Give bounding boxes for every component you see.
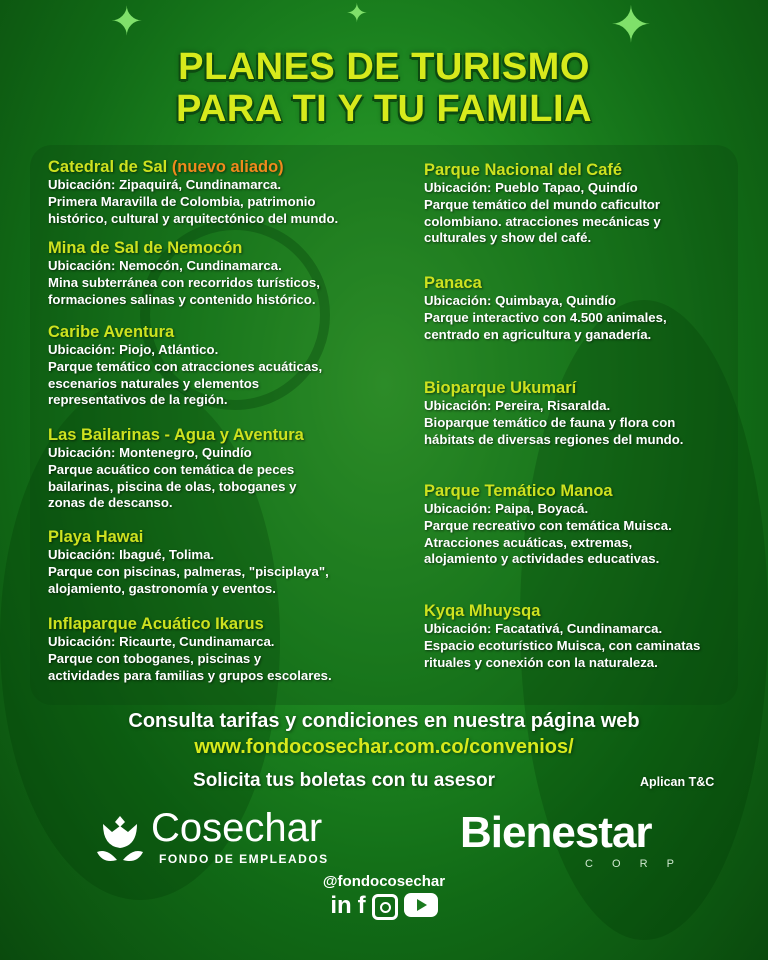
sparkle-icon: ✦ — [346, 0, 368, 28]
bienestar-subtitle: C O R P — [585, 858, 682, 870]
plan-location: Ubicación: Quimbaya, Quindío — [424, 293, 616, 308]
plan-title — [424, 161, 661, 180]
plan-description: rituales y conexión con la naturaleza. — [424, 654, 658, 670]
plan-description: Parque recreativo con temática Muisca. — [424, 517, 672, 533]
plan-title — [424, 602, 700, 621]
plan-description: centrado en agricultura y ganadería. — [424, 326, 652, 342]
plan-entry — [424, 274, 667, 343]
plan-title — [424, 482, 672, 501]
cosechar-name: Cosechar — [151, 806, 323, 850]
plan-entry — [424, 602, 700, 671]
instagram-icon[interactable] — [372, 894, 398, 920]
consulta-text: Consulta tarifas y condiciones en nuestra página web — [128, 710, 640, 732]
plan-title-text: Parque Nacional del Café — [424, 161, 623, 179]
plan-title-text: Catedral de Sal — [48, 158, 168, 176]
plan-description: Mina subterránea con recorridos turísticos, — [48, 274, 320, 290]
plan-location: Ubicación: Nemocón, Cundinamarca. — [48, 258, 282, 273]
plan-description: Parque temático del mundo caficultor — [424, 196, 660, 212]
plan-description: formaciones salinas y contenido histórico. — [48, 291, 316, 307]
plan-description: Primera Maravilla de Colombia, patrimonio — [48, 193, 316, 209]
plan-description: Parque con piscinas, palmeras, "pisciplaya", — [48, 563, 329, 579]
page-title-line2: PARA TI Y TU FAMILIA — [175, 88, 593, 130]
plan-title-text: Inflaparque Acuático Ikarus — [48, 615, 264, 633]
plan-title — [48, 239, 320, 258]
plan-title-text: Parque Temático Manoa — [424, 482, 613, 500]
plan-entry — [48, 528, 329, 597]
plan-entry — [48, 323, 322, 409]
plan-title-text: Kyqa Mhuysqa — [424, 602, 541, 620]
plan-location: Ubicación: Montenegro, Quindío — [48, 445, 252, 460]
plan-description: Parque con toboganes, piscinas y — [48, 650, 262, 666]
plan-title — [424, 274, 667, 293]
plan-entry — [424, 161, 661, 247]
social-handle[interactable]: @fondocosechar — [322, 873, 446, 890]
linkedin-icon[interactable]: in — [330, 892, 352, 919]
plan-location: Ubicación: Zipaquirá, Cundinamarca. — [48, 177, 282, 192]
plan-description: Parque temático con atracciones acuáticas, — [48, 358, 323, 374]
plan-title — [48, 158, 338, 177]
plan-description: histórico, cultural y arquitectónico del mundo. — [48, 210, 339, 226]
terms-note: Aplican T&C — [640, 775, 715, 789]
plan-description: colombiano. atracciones mecánicas y — [424, 213, 661, 229]
website-link[interactable]: www.fondocosechar.com.co/convenios/ — [194, 736, 574, 758]
facebook-icon[interactable]: f — [357, 892, 366, 919]
plan-description: culturales y show del café. — [424, 230, 592, 246]
plan-description: alojamiento y actividades educativas. — [424, 551, 660, 567]
plan-description: Parque acuático con temática de peces — [48, 461, 295, 477]
new-partner-tag: (nuevo aliado) — [171, 158, 284, 176]
sparkle-icon: ✦ — [610, 0, 652, 53]
youtube-icon[interactable] — [404, 893, 438, 917]
bienestar-name: Bienestar — [460, 808, 652, 857]
plan-title — [48, 528, 329, 547]
plan-location: Ubicación: Pueblo Tapao, Quindío — [424, 180, 638, 195]
page-title-line1: PLANES DE TURISMO — [178, 46, 590, 88]
plan-description: Parque interactivo con 4.500 animales, — [424, 309, 667, 325]
cosechar-subtitle: FONDO DE EMPLEADOS — [159, 852, 329, 866]
plan-title-text: Caribe Aventura — [48, 323, 175, 341]
plan-entry — [424, 482, 672, 568]
plan-entry — [48, 615, 332, 684]
plan-entry — [48, 239, 320, 308]
plan-location: Ubicación: Pereira, Risaralda. — [424, 398, 611, 413]
plan-entry — [48, 426, 304, 512]
sparkle-icon: ✦ — [110, 0, 144, 44]
plan-description: representativos de la región. — [48, 392, 228, 408]
plan-location: Ubicación: Paipa, Boyacá. — [424, 501, 589, 516]
plan-title — [48, 615, 332, 634]
plan-title-text: Playa Hawai — [48, 528, 144, 546]
plan-title-text: Las Bailarinas - Agua y Aventura — [48, 426, 304, 444]
plan-description: Atracciones acuáticas, extremas, — [424, 534, 633, 550]
plan-title — [48, 323, 322, 342]
plan-description: escenarios naturales y elementos — [48, 375, 260, 391]
plan-title — [424, 379, 683, 398]
plan-location: Ubicación: Ibagué, Tolima. — [48, 547, 215, 562]
plan-title-text: Panaca — [424, 274, 482, 292]
plan-description: zonas de descanso. — [48, 495, 173, 511]
plan-description: bailarinas, piscina de olas, toboganes y — [48, 478, 297, 494]
plan-description: Espacio ecoturístico Muisca, con caminatas — [424, 637, 701, 653]
plan-description: hábitats de diversas regiones del mundo. — [424, 431, 684, 447]
plan-title-text: Bioparque Ukumarí — [424, 379, 577, 397]
plan-location: Ubicación: Facatativá, Cundinamarca. — [424, 621, 663, 636]
plan-description: actividades para familias y grupos escolares. — [48, 667, 332, 683]
plan-entry — [48, 158, 338, 227]
plan-title — [48, 426, 304, 445]
tulip-icon — [95, 814, 145, 866]
plan-description: Bioparque temático de fauna y flora con — [424, 414, 676, 430]
social-icons — [0, 892, 768, 920]
plan-location: Ubicación: Piojo, Atlántico. — [48, 342, 219, 357]
solicita-text: Solicita tus boletas con tu asesor — [193, 770, 495, 791]
plan-entry — [424, 379, 683, 448]
plan-title-text: Mina de Sal de Nemocón — [48, 239, 243, 257]
plan-description: alojamiento, gastronomía y eventos. — [48, 580, 276, 596]
plan-location: Ubicación: Ricaurte, Cundinamarca. — [48, 634, 275, 649]
